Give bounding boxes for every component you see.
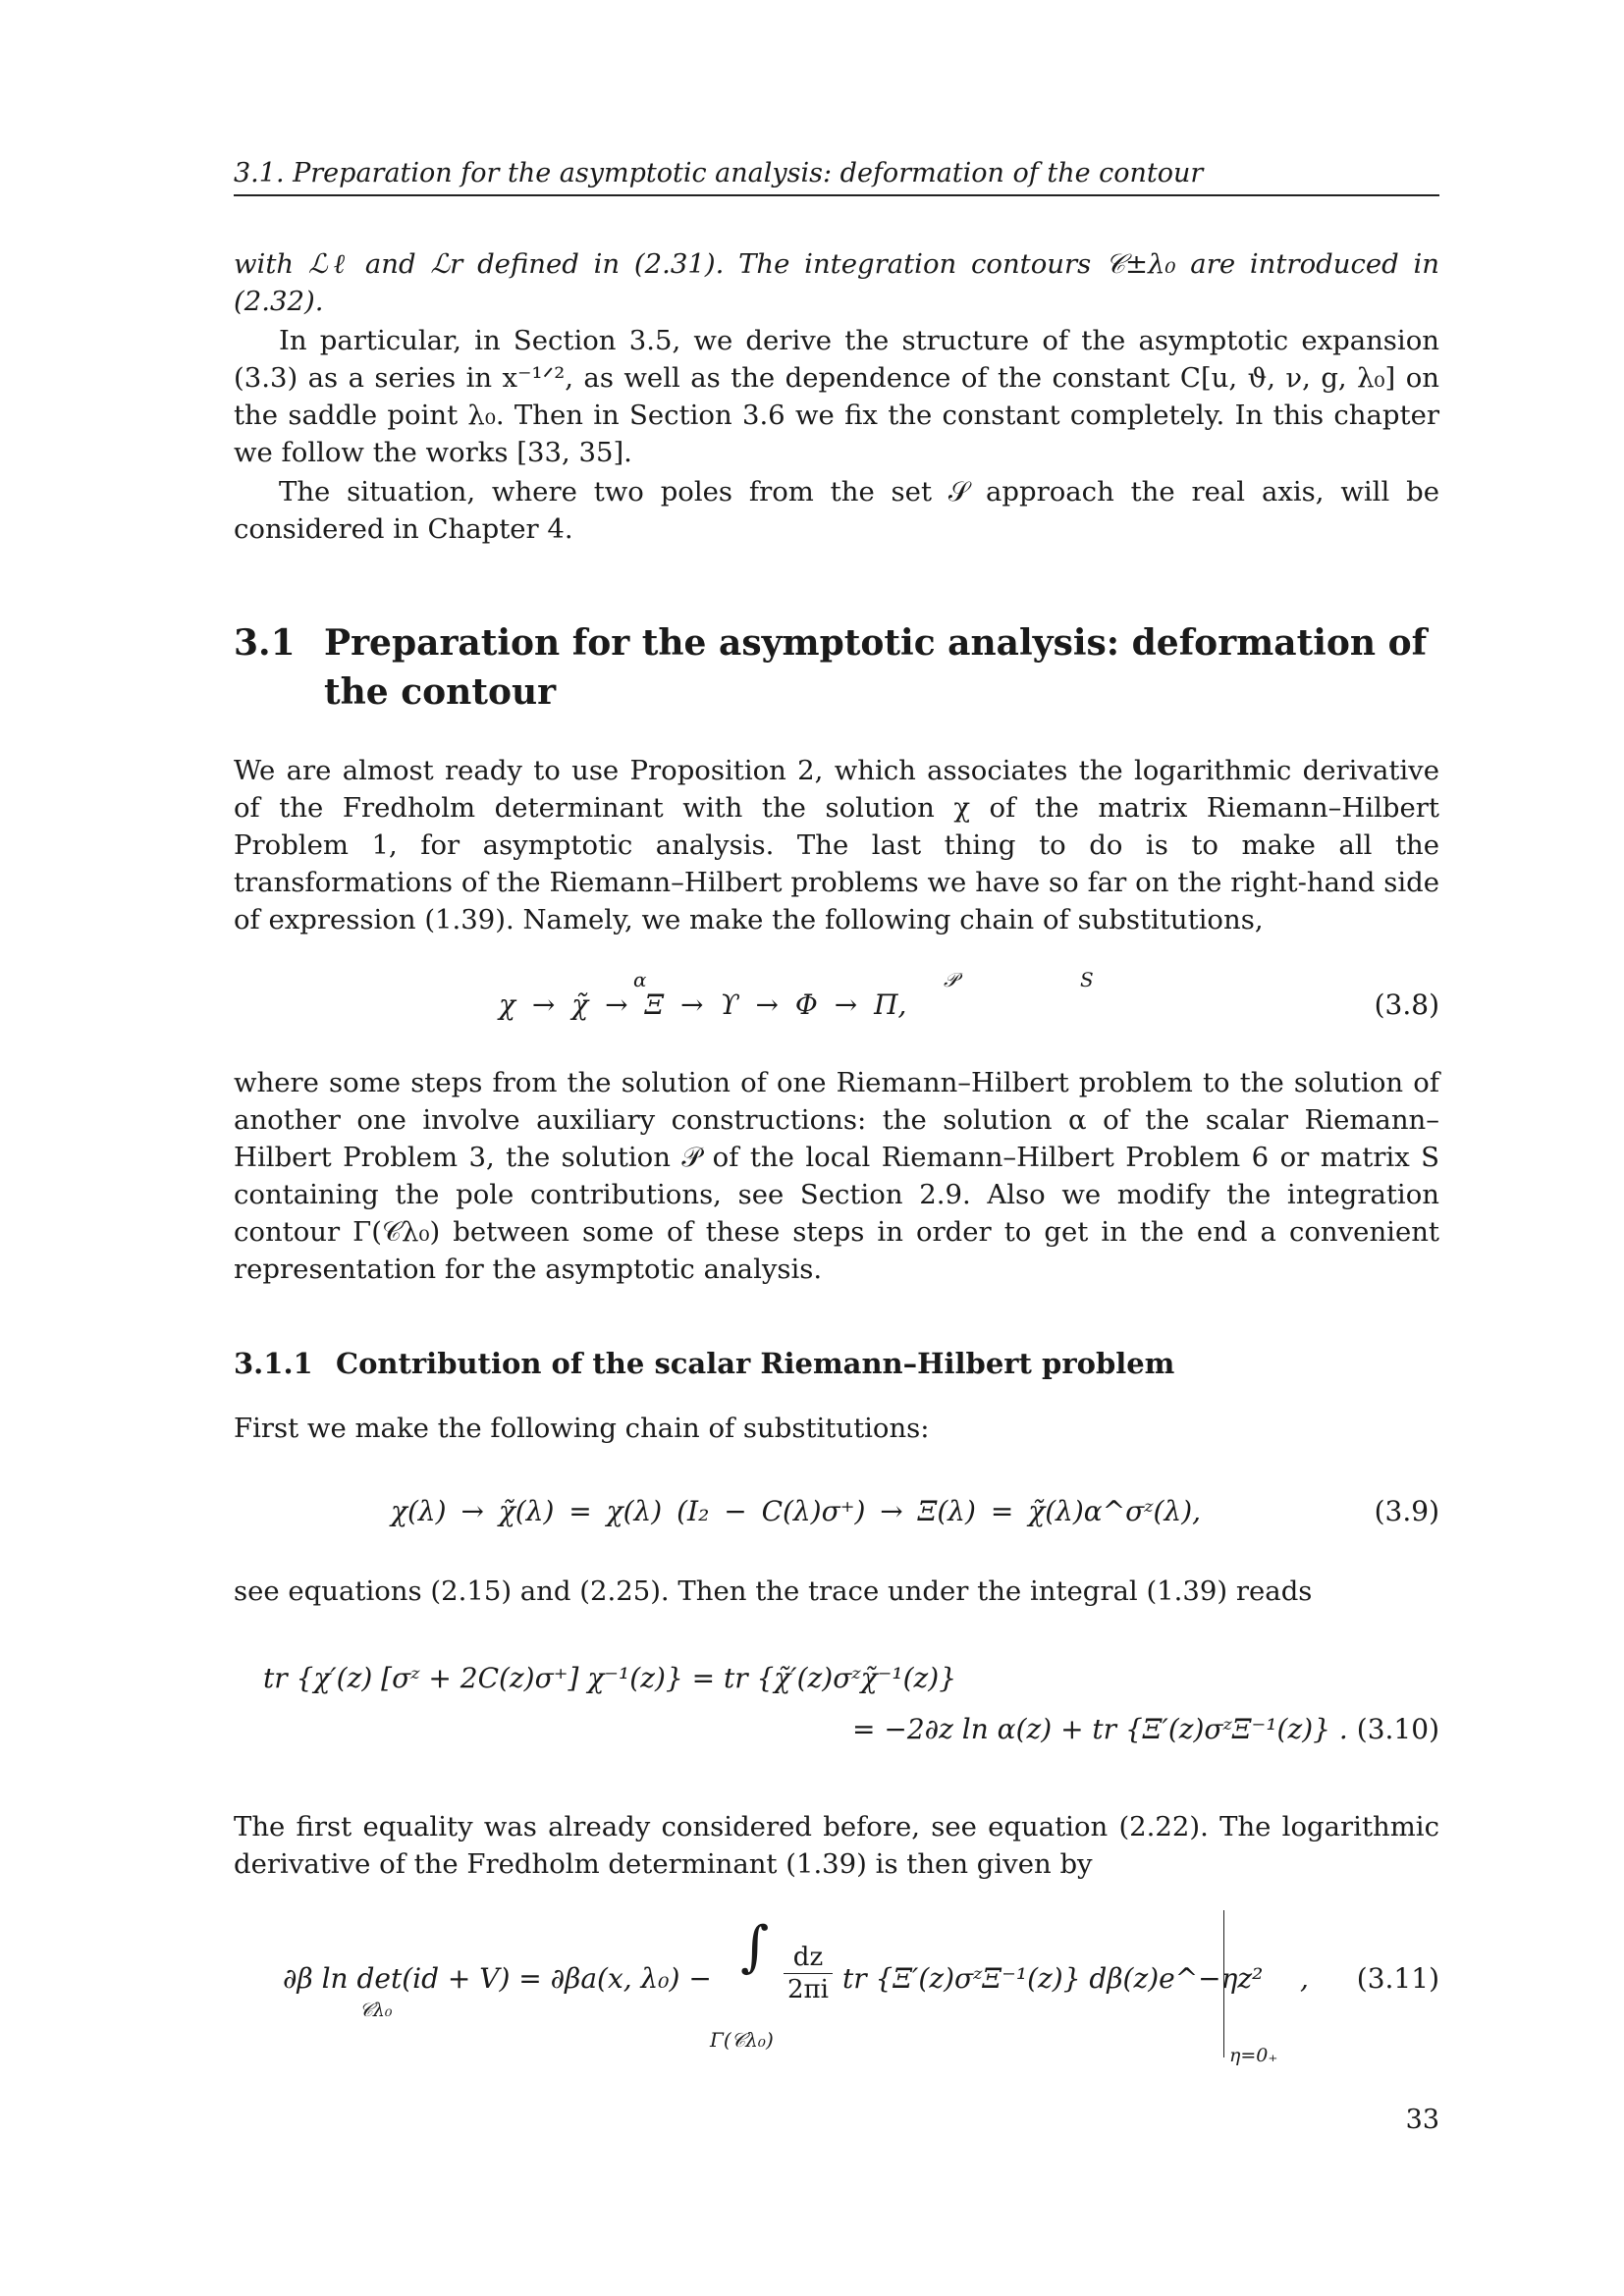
intro-sentence <box>234 245 1439 320</box>
paragraph-text: The situation, where two poles from the set 𝒮 approach the real axis, will be considered in Chapter 4. <box>234 476 1439 545</box>
equation-3-10 <box>234 1659 1439 1757</box>
section-title: Preparation for the asymptotic analysis: deformation of the contour <box>324 622 1428 713</box>
running-head <box>234 155 1439 196</box>
subsection-number: 3.1.1 <box>234 1347 313 1380</box>
integrand: tr {Ξ′(z)σᶻΞ⁻¹(z)} dβ(z)e^−ηz² <box>842 1962 1264 1995</box>
equation-number: (3.11) <box>1356 1962 1439 1995</box>
integral-subscript: Γ(𝒞λ₀) <box>710 2028 774 2052</box>
equation-number: (3.9) <box>1374 1495 1439 1527</box>
subsection-heading <box>234 1347 1439 1380</box>
arrow-label-s: S <box>1080 968 1094 991</box>
integral-sign: ∫ <box>740 1915 770 1979</box>
subsection-title: Contribution of the scalar Riemann–Hilbert problem <box>336 1347 1175 1380</box>
section-paragraph-2 <box>234 1064 1439 1288</box>
equation-lhs: ∂β ln det(id + V) = ∂βa(x, λ₀) − <box>283 1962 712 1995</box>
equation-3-11 <box>234 1910 1439 2077</box>
fraction-denominator: 2πi <box>787 1975 829 2004</box>
evaluation-bar <box>1223 1910 1224 2057</box>
equation-line-2: = −2∂z ln α(z) + tr {Ξ′(z)σᶻΞ⁻¹(z)} . <box>852 1713 1348 1745</box>
equation-number: (3.10) <box>1356 1713 1439 1745</box>
arrow-label-p: 𝒫 <box>944 968 958 991</box>
paragraph-text: We are almost ready to use Proposition 2, which associates the logarithmic derivative of the Fredholm determinant with the solution χ of the matrix Riemann–Hilbert Problem 1, for asymptotic analysis. The last thing to do is to make all the transformations of the Riemann–Hilbert problems we have so far on the right-hand side of expression (1.39). Namely, we make the following chain of substitutions, <box>234 755 1439 935</box>
subsection-paragraph-1 <box>234 1410 1439 1447</box>
equation-content: χ → χ̃ → Ξ → ϒ → Φ → Π, <box>499 988 907 1021</box>
section-heading <box>234 618 1439 717</box>
section-number: 3.1 <box>234 622 296 664</box>
evaluation-subscript: η=0₊ <box>1229 2045 1278 2066</box>
intro-text: with ℒℓ and ℒr defined in (2.31). The integration contours 𝒞±λ₀ are introduced in (2.32). <box>234 248 1439 317</box>
paragraph-text: see equations (2.15) and (2.25). Then the trace under the integral (1.39) reads <box>234 1575 1313 1607</box>
paragraph-text: where some steps from the solution of one Riemann–Hilbert problem to the solution of another one involve auxiliary constructions: the solution α of the scalar Riemann–Hilbert Problem 3, the solution 𝒫 of the local Riemann–Hilbert Problem 6 or matrix S containing the pole contributions, see Section 2.9. Also we modify the integration contour Γ(𝒞λ₀) between some of these steps in order to get in the end a convenient representation for the asymptotic analysis. <box>234 1067 1439 1285</box>
running-head-text: 3.1. Preparation for the asymptotic analysis: deformation of the contour <box>234 158 1204 188</box>
paragraph-text: In particular, in Section 3.5, we derive the structure of the asymptotic expansion (3.3) as a series in x⁻¹ᐟ², as well as the dependence of the constant C[u, ϑ, ν, g, λ₀] on the saddle point λ₀. Then in Section 3.6 we fix the constant completely. In this chapter we follow the works [33, 35]. <box>234 325 1439 468</box>
intro-paragraph-1 <box>234 322 1439 471</box>
paragraph-text: First we make the following chain of substitutions: <box>234 1413 930 1444</box>
arrow-label-alpha: α <box>633 968 647 991</box>
equation-content: χ(λ) → χ̃(λ) = χ(λ) (I₂ − C(λ)σ⁺) → Ξ(λ) = χ̃(λ)α^σᶻ(λ), <box>391 1495 1202 1527</box>
section-paragraph-1 <box>234 752 1439 938</box>
equation-comma: , <box>1300 1962 1309 1995</box>
equation-number: (3.8) <box>1374 988 1439 1021</box>
fraction-numerator: dz <box>784 1942 833 1974</box>
page-number: 33 <box>1405 2105 1439 2135</box>
subsection-paragraph-2 <box>234 1573 1439 1610</box>
subsection-paragraph-3 <box>234 1808 1439 1883</box>
det-subscript: 𝒞λ₀ <box>359 2000 393 2021</box>
paragraph-text: The first equality was already considered before, see equation (2.22). The logarithmic derivative of the Fredholm determinant (1.39) is then given by <box>234 1811 1439 1880</box>
intro-paragraph-2 <box>234 473 1439 548</box>
fraction <box>784 1942 833 2005</box>
equation-line-1: tr {χ′(z) [σᶻ + 2C(z)σ⁺] χ⁻¹(z)} = tr {χ̃′(z)σᶻχ̃⁻¹(z)} <box>263 1662 957 1694</box>
